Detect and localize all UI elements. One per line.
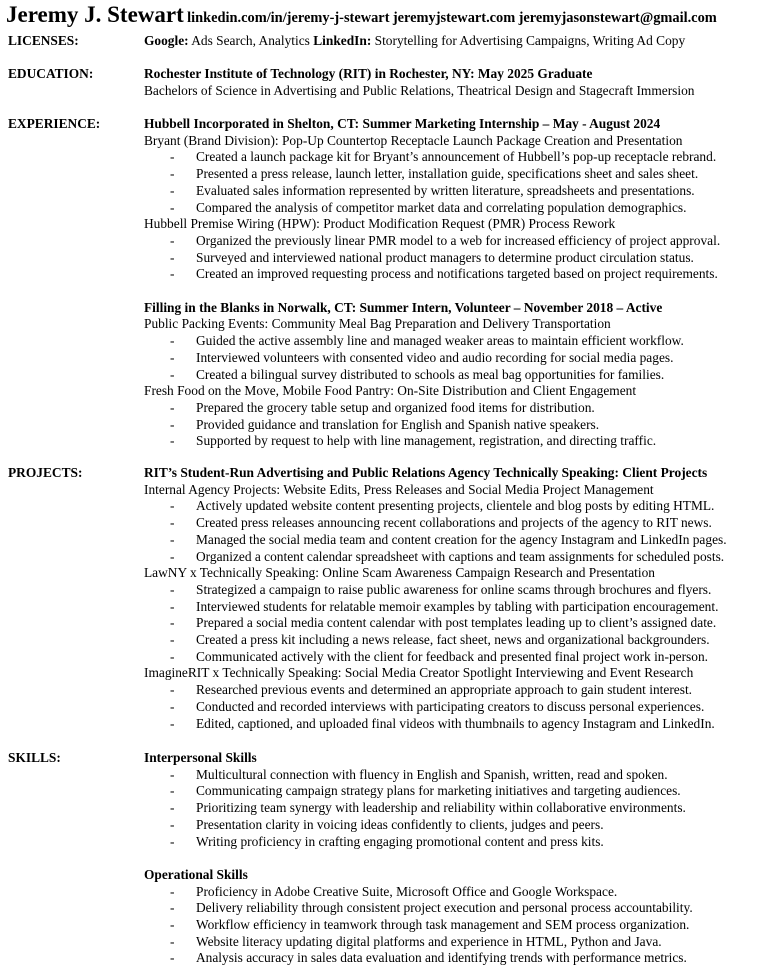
bullet-text: Prioritizing team synergy with leadership and reliability within collaborative environments.: [196, 800, 686, 816]
list-item: - Workflow efficiency in teamwork through task management and SEM process organization.: [170, 917, 690, 933]
bullet-text: Prepared the grocery table setup and organized food items for distribution.: [196, 399, 595, 415]
list-item: - Presentation clarity in voicing ideas confidently to clients, judges and peers.: [170, 816, 604, 832]
list-item: - Presented a press release, launch letter, installation guide, specifications sheet and sales sheet.: [170, 166, 699, 182]
bullet-text: Created an improved requesting process and notifications targeted based on project requirements.: [196, 266, 718, 282]
list-item: - Strategized a campaign to raise public awareness for online scams through brochures and flyers.: [170, 581, 712, 597]
bullet-text: Communicated actively with the client for feedback and presented final project work in-person.: [196, 648, 709, 664]
job-title: Hubbell Incorporated in Shelton, CT: Summer Marketing Internship – May - August 2024: [144, 116, 661, 131]
list-item: - Created press releases announcing recent collaborations and projects of the agency to RIT news.: [170, 515, 712, 531]
bullet-text: Analysis accuracy in sales data evaluation and identifying trends with performance metrics.: [196, 950, 687, 966]
linkedin-license-label: LinkedIn:: [313, 33, 372, 48]
google-label: Google:: [144, 33, 189, 48]
education-label: EDUCATION:: [8, 66, 94, 81]
bullet-text: Writing proficiency in crafting engaging promotional content and press kits.: [196, 833, 604, 849]
bullet-text: Organized a content calendar spreadsheet with captions and team assignments for scheduled posts.: [196, 548, 725, 564]
bullet-text: Prepared a social media content calendar with post templates leading up to client’s assigned date.: [196, 615, 717, 631]
list-item: - Organized the previously linear PMR model to a web for increased efficiency of project approval.: [170, 232, 721, 248]
bullet-text: Created a press kit including a news release, fact sheet, news and organizational backgrounders.: [196, 632, 710, 648]
bullet-text: Created a launch package kit for Bryant’s announcement of Hubbell’s pop-up receptacle rebrand.: [196, 149, 717, 165]
bullet-text: Supported by request to help with line management, registration, and directing traffic.: [196, 433, 657, 449]
bullet-text: Conducted and recorded interviews with participating creators to discuss personal experiences.: [196, 698, 705, 714]
list-item: - Evaluated sales information represented by written literature, spreadsheets and presentations.: [170, 182, 695, 198]
project-subtitle: LawNY x Technically Speaking: Online Scam Awareness Campaign Research and Presentation: [144, 565, 655, 581]
list-item: - Website literacy updating digital platforms and experience in HTML, Python and Java.: [170, 933, 662, 949]
list-item: - Interviewed volunteers with consented video and audio recording for social media pages.: [170, 349, 674, 365]
linkedin-link[interactable]: linkedin.com/in/jeremy-j-stewart: [187, 10, 390, 26]
list-item: - Prepared a social media content calendar with post templates leading up to client’s assigned date.: [170, 615, 717, 631]
bullet-text: Guided the active assembly line and managed weaker areas to maintain efficient workflow.: [196, 333, 684, 349]
bullet-text: Delivery reliability through consistent project execution and personal process accountability.: [196, 900, 693, 916]
bullet-text: Edited, captioned, and uploaded final videos with thumbnails to agency Instagram and LinkedIn.: [196, 715, 715, 731]
bullet-text: Compared the analysis of competitor market data and correlating population demographics.: [196, 199, 687, 215]
google-licenses: Ads Search, Analytics: [188, 33, 314, 48]
bullet-text: Actively updated website content presenting projects, clientele and blog posts by editing HTML.: [196, 498, 715, 514]
degree-line: Bachelors of Science in Advertising and Public Relations, Theatrical Design and Stagecraft Immersion: [144, 82, 695, 98]
list-item: - Delivery reliability through consistent project execution and personal process accountability.: [170, 900, 693, 916]
bullet-text: Presented a press release, launch letter, installation guide, specifications sheet and sales sheet.: [196, 166, 699, 182]
bullet-text: Created press releases announcing recent collaborations and projects of the agency to RIT news.: [196, 515, 712, 531]
list-item: - Supported by request to help with line management, registration, and directing traffic.: [170, 433, 657, 449]
candidate-name: Jeremy J. Stewart: [6, 2, 184, 27]
list-item: - Writing proficiency in crafting engaging promotional content and press kits.: [170, 833, 604, 849]
email-link[interactable]: jeremyjasonstewart@gmail.com: [518, 10, 717, 26]
job-subtitle: Hubbell Premise Wiring (HPW): Product Modification Request (PMR) Process Rework: [144, 216, 616, 232]
bullet-text: Provided guidance and translation for English and Spanish native speakers.: [196, 416, 600, 432]
licenses-label: LICENSES:: [8, 33, 79, 48]
list-item: - Researched previous events and determined an appropriate approach to gain student interest.: [170, 682, 693, 698]
bullet-text: Proficiency in Adobe Creative Suite, Microsoft Office and Google Workspace.: [196, 883, 618, 899]
resume-header: [6, 1, 717, 29]
bullet-text: Organized the previously linear PMR model to a web for increased efficiency of project approval.: [196, 232, 721, 248]
skill-group-title: Operational Skills: [144, 866, 248, 882]
linkedin-licenses: Storytelling for Advertising Campaigns, Writing Ad Copy: [371, 33, 686, 48]
projects-content: [144, 465, 776, 732]
bullet-text: Surveyed and interviewed national product managers to determine product circulation status.: [196, 249, 694, 265]
list-item: - Actively updated website content presenting projects, clientele and blog posts by editing HTML.: [170, 498, 715, 514]
list-item: - Communicating campaign strategy plans for marketing initiatives and targeting audiences.: [170, 783, 681, 799]
bullet-text: Created a bilingual survey distributed to schools as meal bag opportunities for families.: [196, 366, 665, 382]
project-subtitle: ImagineRIT x Technically Speaking: Social Media Creator Spotlight Interviewing and Event Research: [144, 665, 694, 681]
job-subtitle: Fresh Food on the Move, Mobile Food Pantry: On-Site Distribution and Client Engagement: [144, 383, 637, 399]
job-title: Filling in the Blanks in Norwalk, CT: Summer Intern, Volunteer – November 2018 – Active: [144, 299, 663, 315]
list-item: - Prepared the grocery table setup and organized food items for distribution.: [170, 399, 595, 415]
list-item: - Conducted and recorded interviews with participating creators to discuss personal experiences.: [170, 698, 705, 714]
education-content: [144, 66, 776, 99]
bullet-text: Multicultural connection with fluency in English and Spanish, written, read and spoken.: [196, 766, 668, 782]
bullet-text: Evaluated sales information represented by written literature, spreadsheets and presentations.: [196, 182, 695, 198]
skill-group-title: Interpersonal Skills: [144, 750, 257, 765]
experience-content: [144, 116, 776, 450]
bullet-text: Strategized a campaign to raise public awareness for online scams through brochures and flyers.: [196, 581, 712, 597]
list-item: - Surveyed and interviewed national product managers to determine product circulation status.: [170, 249, 694, 265]
bullet-text: Website literacy updating digital platforms and experience in HTML, Python and Java.: [196, 933, 662, 949]
list-item: - Communicated actively with the client for feedback and presented final project work in-person.: [170, 648, 709, 664]
list-item: - Guided the active assembly line and managed weaker areas to maintain efficient workflow.: [170, 333, 684, 349]
website-link[interactable]: jeremyjstewart.com: [392, 10, 516, 26]
list-item: - Created a launch package kit for Bryant’s announcement of Hubbell’s pop-up receptacle rebrand.: [170, 149, 717, 165]
project-title: RIT’s Student-Run Advertising and Public Relations Agency Technically Speaking: Client Projects: [144, 465, 708, 480]
list-item: - Prioritizing team synergy with leadership and reliability within collaborative environments.: [170, 800, 686, 816]
school-line: Rochester Institute of Technology (RIT) in Rochester, NY: May 2025 Graduate: [144, 66, 593, 81]
list-item: - Proficiency in Adobe Creative Suite, Microsoft Office and Google Workspace.: [170, 883, 618, 899]
list-item: - Created a bilingual survey distributed to schools as meal bag opportunities for families.: [170, 366, 665, 382]
job-subtitle: Bryant (Brand Division): Pop-Up Countertop Receptacle Launch Package Creation and Presentation: [144, 132, 683, 148]
list-item: - Interviewed students for relatable memoir examples by tabling with participation encouragement.: [170, 598, 719, 614]
list-item: - Created a press kit including a news release, fact sheet, news and organizational backgrounders.: [170, 632, 710, 648]
list-item: - Multicultural connection with fluency in English and Spanish, written, read and spoken.: [170, 766, 668, 782]
skills-content: [144, 750, 776, 967]
list-item: - Provided guidance and translation for English and Spanish native speakers.: [170, 416, 600, 432]
licenses-line: [144, 33, 776, 50]
list-item: - Analysis accuracy in sales data evaluation and identifying trends with performance metrics.: [170, 950, 687, 966]
licenses-content: [144, 33, 776, 50]
skills-label: SKILLS:: [8, 750, 61, 765]
list-item: - Managed the social media team and content creation for the agency Instagram and LinkedIn pages.: [170, 531, 727, 547]
list-item: - Compared the analysis of competitor market data and correlating population demographics.: [170, 199, 687, 215]
project-subtitle: Internal Agency Projects: Website Edits, Press Releases and Social Media Project Management: [144, 481, 654, 497]
bullet-text: Managed the social media team and content creation for the agency Instagram and LinkedIn pages.: [196, 531, 727, 547]
bullet-text: Communicating campaign strategy plans for marketing initiatives and targeting audiences.: [196, 783, 681, 799]
bullet-text: Interviewed students for relatable memoir examples by tabling with participation encouragement.: [196, 598, 719, 614]
bullet-text: Presentation clarity in voicing ideas confidently to clients, judges and peers.: [196, 816, 604, 832]
list-item: - Created an improved requesting process and notifications targeted based on project requirements.: [170, 266, 718, 282]
bullet-text: Researched previous events and determined an appropriate approach to gain student interest.: [196, 682, 693, 698]
bullet-text: Workflow efficiency in teamwork through task management and SEM process organization.: [196, 917, 690, 933]
job-subtitle: Public Packing Events: Community Meal Bag Preparation and Delivery Transportation: [144, 316, 611, 332]
projects-label: PROJECTS:: [8, 465, 83, 480]
bullet-text: Interviewed volunteers with consented video and audio recording for social media pages.: [196, 349, 674, 365]
list-item: - Edited, captioned, and uploaded final videos with thumbnails to agency Instagram and LinkedIn.: [170, 715, 715, 731]
list-item: - Organized a content calendar spreadsheet with captions and team assignments for scheduled posts.: [170, 548, 725, 564]
experience-label: EXPERIENCE:: [8, 116, 101, 131]
